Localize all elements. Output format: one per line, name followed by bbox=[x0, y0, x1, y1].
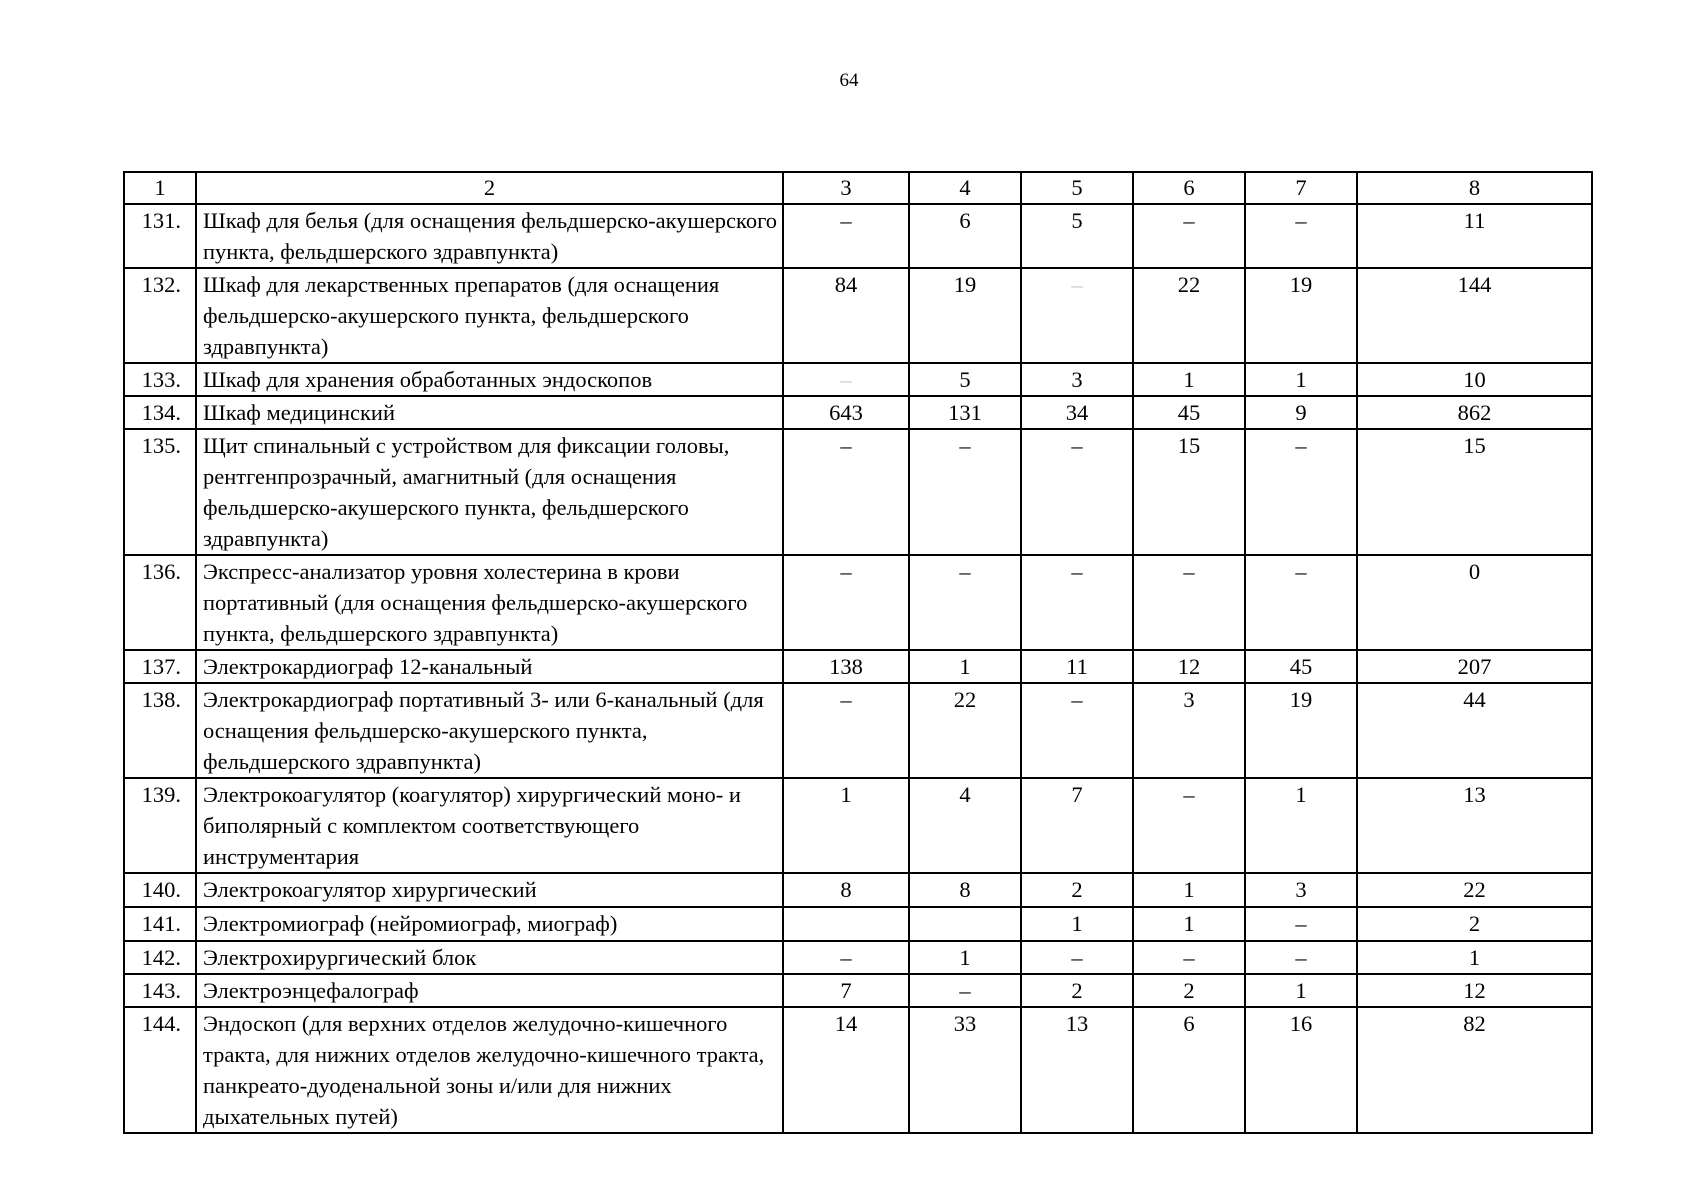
table-header-row bbox=[124, 172, 1592, 204]
row-number: 141. bbox=[124, 907, 196, 941]
item-name: Эндоскоп (для верхних отделов желудочно-кишечного тракта, для нижних отделов желудочно-кишечного тракта, панкреато-дуоденальной зоны и/или для нижних дыхательных путей) bbox=[196, 1007, 783, 1133]
value-cell: – bbox=[783, 429, 909, 555]
value-cell: – bbox=[1021, 941, 1133, 974]
value-cell: 6 bbox=[1133, 1007, 1245, 1133]
value-cell: 1 bbox=[1245, 363, 1357, 396]
value-cell: 1 bbox=[1133, 363, 1245, 396]
item-name: Шкаф для хранения обработанных эндоскопов bbox=[196, 363, 783, 396]
value-cell: 1 bbox=[1133, 907, 1245, 941]
table-row bbox=[124, 907, 1592, 941]
value-cell: 19 bbox=[909, 268, 1021, 363]
header-cell: 4 bbox=[909, 172, 1021, 204]
value-cell: 6 bbox=[909, 204, 1021, 268]
value-cell: 19 bbox=[1245, 683, 1357, 778]
value-cell: – bbox=[1245, 941, 1357, 974]
value-cell: 5 bbox=[1021, 204, 1133, 268]
row-number: 132. bbox=[124, 268, 196, 363]
value-cell: 2 bbox=[1357, 907, 1592, 941]
item-name: Электромиограф (нейромиограф, миограф) bbox=[196, 907, 783, 941]
table-row bbox=[124, 650, 1592, 683]
value-cell: – bbox=[1021, 683, 1133, 778]
table-row bbox=[124, 396, 1592, 429]
value-cell: 84 bbox=[783, 268, 909, 363]
header-cell: 3 bbox=[783, 172, 909, 204]
header-cell: 1 bbox=[124, 172, 196, 204]
value-cell: 2 bbox=[1021, 974, 1133, 1007]
page-number: 64 bbox=[839, 70, 859, 91]
value-cell: 862 bbox=[1357, 396, 1592, 429]
item-name: Электрокардиограф портативный 3- или 6-канальный (для оснащения фельдшерско-акушерского пункта, фельдшерского здравпункта) bbox=[196, 683, 783, 778]
row-number: 139. bbox=[124, 778, 196, 873]
item-name: Электроэнцефалограф bbox=[196, 974, 783, 1007]
item-name: Щит спинальный с устройством для фиксации головы, рентгенпрозрачный, амагнитный (для оснащения фельдшерско-акушерского пункта, фельдшерского здравпункта) bbox=[196, 429, 783, 555]
header-cell: 7 bbox=[1245, 172, 1357, 204]
table-row bbox=[124, 778, 1592, 873]
row-number: 134. bbox=[124, 396, 196, 429]
value-cell: 34 bbox=[1021, 396, 1133, 429]
value-cell: 643 bbox=[783, 396, 909, 429]
value-cell: 11 bbox=[1357, 204, 1592, 268]
value-cell: – bbox=[783, 363, 909, 396]
row-number: 142. bbox=[124, 941, 196, 974]
value-cell: 7 bbox=[1021, 778, 1133, 873]
value-cell: 11 bbox=[1021, 650, 1133, 683]
row-number: 144. bbox=[124, 1007, 196, 1133]
row-number: 137. bbox=[124, 650, 196, 683]
value-cell: 45 bbox=[1133, 396, 1245, 429]
table-row bbox=[124, 268, 1592, 363]
value-cell: 10 bbox=[1357, 363, 1592, 396]
value-cell: 1 bbox=[909, 650, 1021, 683]
value-cell: – bbox=[1245, 204, 1357, 268]
item-name: Электрохирургический блок bbox=[196, 941, 783, 974]
row-number: 133. bbox=[124, 363, 196, 396]
value-cell: – bbox=[1133, 778, 1245, 873]
table-row bbox=[124, 204, 1592, 268]
value-cell: 44 bbox=[1357, 683, 1592, 778]
value-cell: 14 bbox=[783, 1007, 909, 1133]
value-cell: 7 bbox=[783, 974, 909, 1007]
value-cell: 33 bbox=[909, 1007, 1021, 1133]
table-row bbox=[124, 873, 1592, 907]
value-cell: – bbox=[783, 555, 909, 650]
value-cell: 9 bbox=[1245, 396, 1357, 429]
value-cell bbox=[783, 907, 909, 941]
value-cell: 0 bbox=[1357, 555, 1592, 650]
value-cell: 1 bbox=[1133, 873, 1245, 907]
value-cell: 19 bbox=[1245, 268, 1357, 363]
table-row bbox=[124, 363, 1592, 396]
row-number: 140. bbox=[124, 873, 196, 907]
value-cell: 22 bbox=[909, 683, 1021, 778]
value-cell: 1 bbox=[909, 941, 1021, 974]
value-cell: – bbox=[783, 204, 909, 268]
item-name: Экспресс-анализатор уровня холестерина в крови портативный (для оснащения фельдшерско-акушерского пункта, фельдшерского здравпункта) bbox=[196, 555, 783, 650]
value-cell: – bbox=[909, 974, 1021, 1007]
value-cell: – bbox=[783, 683, 909, 778]
value-cell: 3 bbox=[1245, 873, 1357, 907]
value-cell: 138 bbox=[783, 650, 909, 683]
value-cell: 8 bbox=[909, 873, 1021, 907]
row-number: 131. bbox=[124, 204, 196, 268]
value-cell: 3 bbox=[1133, 683, 1245, 778]
value-cell: – bbox=[1245, 907, 1357, 941]
header-cell: 6 bbox=[1133, 172, 1245, 204]
value-cell: – bbox=[1021, 429, 1133, 555]
value-cell: 1 bbox=[1245, 778, 1357, 873]
value-cell: – bbox=[1133, 555, 1245, 650]
value-cell: – bbox=[1133, 204, 1245, 268]
table-row bbox=[124, 974, 1592, 1007]
value-cell: – bbox=[909, 429, 1021, 555]
value-cell: 5 bbox=[909, 363, 1021, 396]
item-name: Шкаф медицинский bbox=[196, 396, 783, 429]
header-cell: 5 bbox=[1021, 172, 1133, 204]
table-row bbox=[124, 941, 1592, 974]
item-name: Электрокардиограф 12-канальный bbox=[196, 650, 783, 683]
value-cell: 13 bbox=[1357, 778, 1592, 873]
table-row bbox=[124, 429, 1592, 555]
table-row bbox=[124, 1007, 1592, 1133]
value-cell: 3 bbox=[1021, 363, 1133, 396]
value-cell: 13 bbox=[1021, 1007, 1133, 1133]
value-cell: – bbox=[1021, 268, 1133, 363]
value-cell: – bbox=[1021, 555, 1133, 650]
value-cell: 82 bbox=[1357, 1007, 1592, 1133]
value-cell: 15 bbox=[1133, 429, 1245, 555]
value-cell: 1 bbox=[1357, 941, 1592, 974]
value-cell: 2 bbox=[1021, 873, 1133, 907]
value-cell: 1 bbox=[783, 778, 909, 873]
row-number: 138. bbox=[124, 683, 196, 778]
item-name: Шкаф для белья (для оснащения фельдшерско-акушерского пункта, фельдшерского здравпункта) bbox=[196, 204, 783, 268]
value-cell: – bbox=[1245, 555, 1357, 650]
value-cell: 2 bbox=[1133, 974, 1245, 1007]
equipment-table bbox=[123, 171, 1593, 1134]
value-cell: – bbox=[1245, 429, 1357, 555]
value-cell bbox=[909, 907, 1021, 941]
table-row bbox=[124, 683, 1592, 778]
value-cell: 144 bbox=[1357, 268, 1592, 363]
item-name: Шкаф для лекарственных препаратов (для оснащения фельдшерско-акушерского пункта, фельдшерского здравпункта) bbox=[196, 268, 783, 363]
value-cell: – bbox=[783, 941, 909, 974]
row-number: 136. bbox=[124, 555, 196, 650]
value-cell: – bbox=[909, 555, 1021, 650]
value-cell: 207 bbox=[1357, 650, 1592, 683]
header-cell: 2 bbox=[196, 172, 783, 204]
value-cell: 12 bbox=[1133, 650, 1245, 683]
value-cell: 12 bbox=[1357, 974, 1592, 1007]
value-cell: 1 bbox=[1245, 974, 1357, 1007]
value-cell: 131 bbox=[909, 396, 1021, 429]
value-cell: – bbox=[1133, 941, 1245, 974]
value-cell: 4 bbox=[909, 778, 1021, 873]
value-cell: 16 bbox=[1245, 1007, 1357, 1133]
value-cell: 22 bbox=[1357, 873, 1592, 907]
item-name: Электрокоагулятор (коагулятор) хирургический моно- и биполярный с комплектом соответствующего инструментария bbox=[196, 778, 783, 873]
header-cell: 8 bbox=[1357, 172, 1592, 204]
value-cell: 1 bbox=[1021, 907, 1133, 941]
item-name: Электрокоагулятор хирургический bbox=[196, 873, 783, 907]
value-cell: 8 bbox=[783, 873, 909, 907]
row-number: 135. bbox=[124, 429, 196, 555]
row-number: 143. bbox=[124, 974, 196, 1007]
value-cell: 45 bbox=[1245, 650, 1357, 683]
value-cell: 22 bbox=[1133, 268, 1245, 363]
value-cell: 15 bbox=[1357, 429, 1592, 555]
table-row bbox=[124, 555, 1592, 650]
